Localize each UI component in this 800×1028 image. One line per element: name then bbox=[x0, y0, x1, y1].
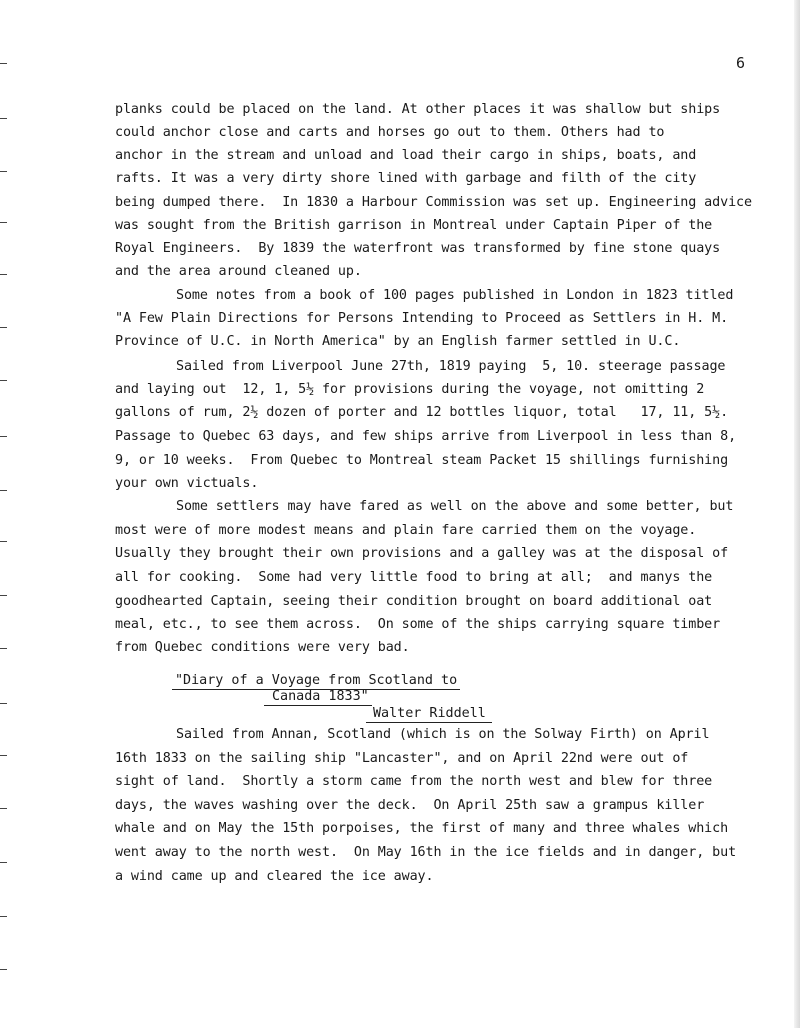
text-line: Some settlers may have fared as well on the above and some better, but bbox=[176, 499, 734, 514]
page-number: 6 bbox=[736, 54, 746, 72]
margin-tick bbox=[0, 171, 7, 172]
text-line: Usually they brought their own provisions and a galley was at the disposal of bbox=[115, 546, 729, 561]
text-line: your own victuals. bbox=[115, 476, 259, 491]
margin-tick bbox=[0, 222, 7, 223]
diary-title-line-1: "Diary of a Voyage from Scotland to bbox=[175, 673, 458, 688]
text-line: days, the waves washing over the deck. On April 25th saw a grampus killer bbox=[115, 798, 705, 813]
text-line: Royal Engineers. By 1839 the waterfront was transformed by fine stone quays bbox=[115, 241, 721, 256]
margin-tick bbox=[0, 274, 7, 275]
text-line: anchor in the stream and unload and load their cargo in ships, boats, and bbox=[115, 148, 697, 163]
text-line: a wind came up and cleared the ice away. bbox=[115, 869, 434, 884]
diary-author: Walter Riddell bbox=[373, 706, 486, 721]
text-line: Sailed from Annan, Scotland (which is on the Solway Firth) on April bbox=[176, 727, 710, 742]
text-line: planks could be placed on the land. At other places it was shallow but ships bbox=[115, 102, 721, 117]
page-edge-shadow bbox=[794, 0, 800, 1028]
margin-tick bbox=[0, 436, 7, 437]
margin-tick bbox=[0, 118, 7, 119]
title-underline bbox=[264, 705, 372, 706]
text-line: 16th 1833 on the sailing ship "Lancaster", and on April 22nd were out of bbox=[115, 751, 689, 766]
text-line: 9, or 10 weeks. From Quebec to Montreal steam Packet 15 shillings furnishing bbox=[115, 453, 729, 468]
margin-tick bbox=[0, 916, 7, 917]
text-line: whale and on May the 15th porpoises, the first of many and three whales which bbox=[115, 821, 729, 836]
text-line: went away to the north west. On May 16th in the ice fields and in danger, but bbox=[115, 845, 737, 860]
text-line: gallons of rum, 2½ dozen of porter and 12 bottles liquor, total 17, 11, 5½. bbox=[115, 405, 729, 420]
margin-tick bbox=[0, 327, 7, 328]
text-line: Sailed from Liverpool June 27th, 1819 paying 5, 10. steerage passage bbox=[176, 359, 726, 374]
text-line: from Quebec conditions were very bad. bbox=[115, 640, 410, 655]
author-underline bbox=[366, 722, 492, 723]
text-line: could anchor close and carts and horses go out to them. Others had to bbox=[115, 125, 665, 140]
margin-tick bbox=[0, 380, 7, 381]
margin-tick bbox=[0, 595, 7, 596]
text-line: "A Few Plain Directions for Persons Intending to Proceed as Settlers in H. M. bbox=[115, 311, 729, 326]
diary-title-line-2: Canada 1833" bbox=[272, 689, 369, 704]
margin-tick bbox=[0, 969, 7, 970]
margin-tick bbox=[0, 541, 7, 542]
text-line: Passage to Quebec 63 days, and few ships arrive from Liverpool in less than 8, bbox=[115, 429, 737, 444]
text-line: goodhearted Captain, seeing their condition brought on board additional oat bbox=[115, 594, 713, 609]
margin-tick bbox=[0, 648, 7, 649]
margin-tick bbox=[0, 490, 7, 491]
text-line: all for cooking. Some had very little food to bring at all; and manys the bbox=[115, 570, 713, 585]
text-line: most were of more modest means and plain fare carried them on the voyage. bbox=[115, 523, 697, 538]
margin-tick bbox=[0, 703, 7, 704]
text-line: and laying out 12, 1, 5½ for provisions during the voyage, not omitting 2 bbox=[115, 382, 705, 397]
text-line: meal, etc., to see them across. On some of the ships carrying square timber bbox=[115, 617, 721, 632]
text-line: was sought from the British garrison in Montreal under Captain Piper of the bbox=[115, 218, 713, 233]
text-line: Province of U.C. in North America" by an English farmer settled in U.C. bbox=[115, 334, 681, 349]
margin-tick bbox=[0, 63, 7, 64]
text-line: and the area around cleaned up. bbox=[115, 264, 362, 279]
margin-tick bbox=[0, 808, 7, 809]
text-line: Some notes from a book of 100 pages published in London in 1823 titled bbox=[176, 288, 734, 303]
margin-tick bbox=[0, 862, 7, 863]
text-line: rafts. It was a very dirty shore lined with garbage and filth of the city bbox=[115, 171, 697, 186]
text-line: being dumped there. In 1830 a Harbour Commission was set up. Engineering advice bbox=[115, 195, 752, 210]
text-line: sight of land. Shortly a storm came from the north west and blew for three bbox=[115, 774, 713, 789]
margin-tick bbox=[0, 755, 7, 756]
